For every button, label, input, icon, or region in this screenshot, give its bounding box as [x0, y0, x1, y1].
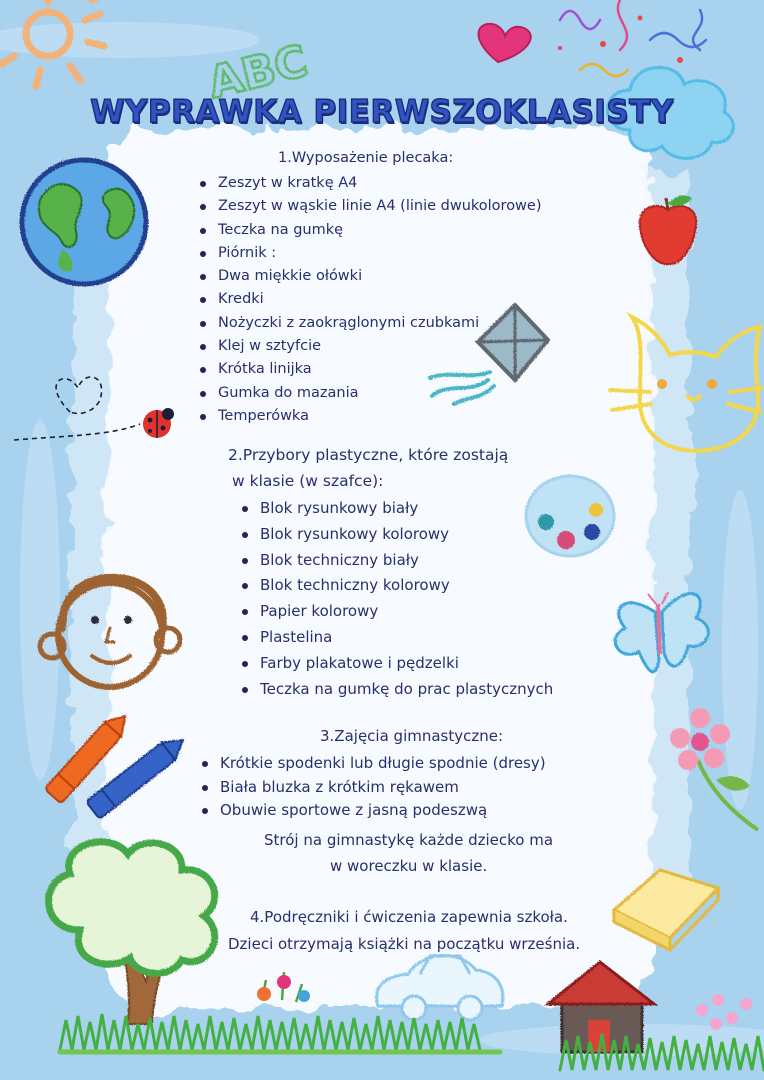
section3-list	[220, 752, 546, 823]
list-item: Krótkie spodenki lub długie spodnie (dresy)	[220, 752, 546, 776]
list-item: Farby plakatowe i pędzelki	[260, 651, 553, 677]
list-item: Blok rysunkowy kolorowy	[260, 522, 553, 548]
list-item: Plastelina	[260, 625, 553, 651]
globe-icon	[22, 160, 146, 284]
section1-heading: 1.Wyposażenie plecaka:	[278, 150, 454, 166]
section3-heading: 3.Zajęcia gimnastyczne:	[320, 727, 504, 745]
confetti-icon	[560, 0, 706, 76]
list-item: Zeszyt w kratkę A4	[218, 172, 542, 195]
list-item: Dwa miękkie ołówki	[218, 265, 542, 288]
list-item: Blok techniczny kolorowy	[260, 573, 553, 599]
list-item: Teczka na gumkę	[218, 219, 542, 242]
section2-heading-line1: 2.Przybory plastyczne, które zostają	[228, 446, 509, 464]
section3-note-line2: w woreczku w klasie.	[330, 857, 488, 875]
list-item: Nożyczki z zaokrąglonymi czubkami	[218, 312, 542, 335]
list-item: Blok techniczny biały	[260, 548, 553, 574]
section2-list	[260, 496, 553, 702]
list-item: Teczka na gumkę do prac plastycznych	[260, 677, 553, 703]
abc-letters: ABC	[203, 35, 313, 110]
list-item: Klej w sztyfcie	[218, 335, 542, 358]
list-item: Kredki	[218, 288, 542, 311]
list-item: Krótka linijka	[218, 358, 542, 381]
section1-list	[218, 172, 542, 428]
heart-icon	[479, 24, 531, 62]
list-item: Temperówka	[218, 405, 542, 428]
page-title: WYPRAWKA PIERWSZOKLASISTY	[90, 94, 674, 130]
list-item: Obuwie sportowe z jasną podeszwą	[220, 799, 546, 823]
list-item: Papier kolorowy	[260, 599, 553, 625]
section4-line1: 4.Podręczniki i ćwiczenia zapewnia szkoła.	[250, 908, 568, 926]
pink-flowers-icon	[696, 994, 752, 1030]
list-item: Zeszyt w wąskie linie A4 (linie dwukolorowe)	[218, 195, 542, 218]
section2-heading-line2: w klasie (w szafce):	[232, 472, 384, 490]
list-item: Gumka do mazania	[218, 382, 542, 405]
list-item: Piórnik :	[218, 242, 542, 265]
section4-line2: Dzieci otrzymają książki na początku września.	[228, 935, 581, 953]
list-item: Blok rysunkowy biały	[260, 496, 553, 522]
list-item: Biała bluzka z krótkim rękawem	[220, 776, 546, 800]
section3-note-line1: Strój na gimnastykę każde dziecko ma	[264, 831, 554, 849]
